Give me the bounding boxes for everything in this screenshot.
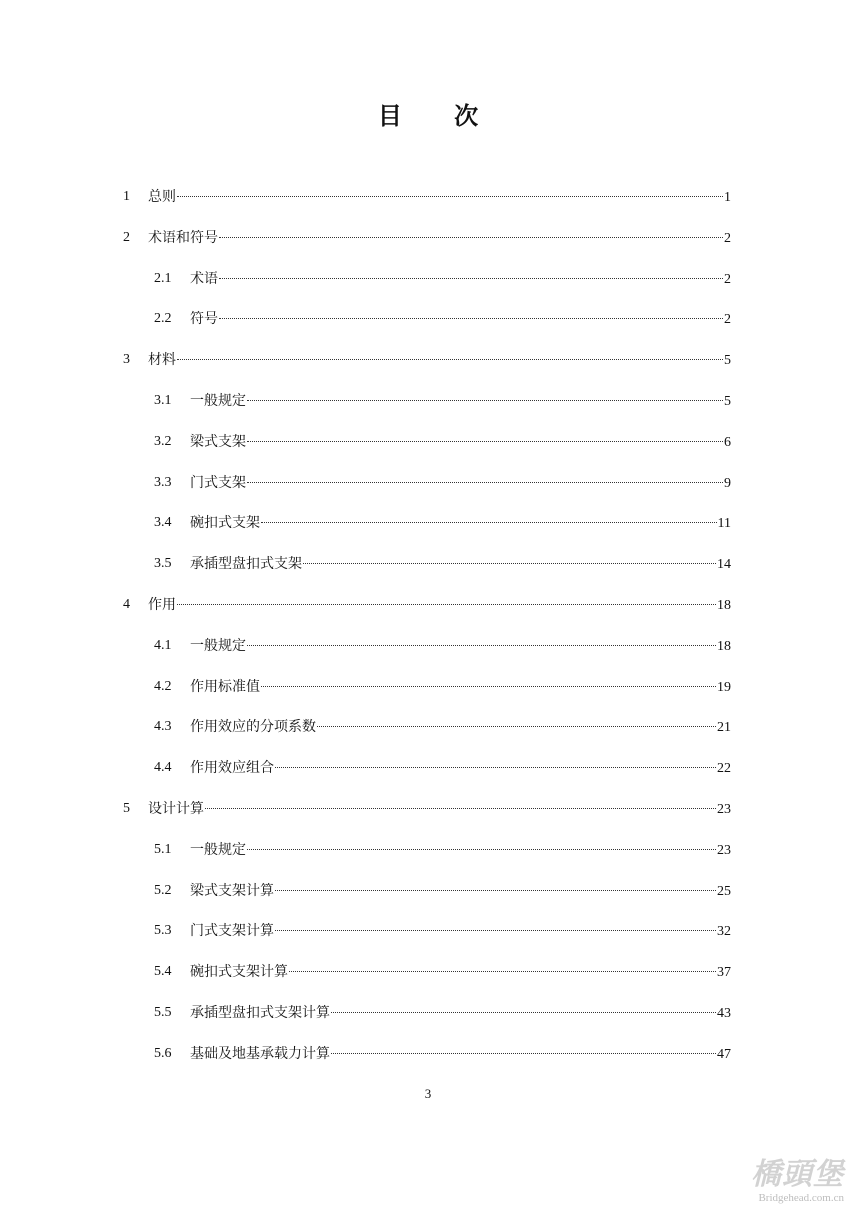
toc-entry-title: 一般规定 — [190, 842, 246, 858]
toc-entry[interactable] — [0, 471, 856, 495]
toc-entry-number: 3.5 — [154, 556, 172, 571]
toc-leader-dots — [247, 645, 716, 646]
toc-entry-page: 21 — [717, 720, 731, 735]
toc-leader-dots — [219, 318, 723, 319]
toc-entry[interactable] — [0, 960, 856, 984]
toc-entry[interactable] — [0, 430, 856, 454]
toc-entry-number: 4.3 — [154, 719, 172, 734]
toc-entry[interactable] — [0, 879, 856, 903]
toc-entry-number: 5.5 — [154, 1005, 172, 1020]
toc-entry-page: 19 — [717, 680, 731, 695]
toc-entry[interactable] — [0, 756, 856, 780]
toc-entry-title: 作用 — [148, 597, 176, 613]
toc-entry-page: 1 — [724, 190, 731, 205]
toc-leader-dots — [247, 441, 723, 442]
toc-entry[interactable] — [0, 675, 856, 699]
toc-entry-number: 5.6 — [154, 1046, 172, 1061]
toc-entry-page: 11 — [717, 516, 731, 531]
toc-entry-page: 25 — [717, 884, 731, 899]
toc-entry-title: 材料 — [148, 352, 176, 368]
toc-leader-dots — [205, 808, 716, 809]
toc-leader-dots — [261, 686, 716, 687]
toc-entry[interactable] — [0, 1042, 856, 1066]
toc-leader-dots — [331, 1012, 716, 1013]
watermark — [751, 1158, 844, 1204]
toc-entry-title: 承插型盘扣式支架 — [190, 556, 302, 572]
toc-leader-dots — [219, 237, 723, 238]
toc-leader-dots — [275, 890, 716, 891]
toc-leader-dots — [177, 196, 723, 197]
toc-entry-number: 4 — [123, 597, 130, 612]
toc-entry-number: 2 — [123, 230, 130, 245]
toc-entry-title: 设计计算 — [148, 801, 204, 817]
toc-entry-number: 4.2 — [154, 679, 172, 694]
toc-entry-number: 3.3 — [154, 475, 172, 490]
toc-entry-number: 2.2 — [154, 311, 172, 326]
toc-leader-dots — [247, 849, 716, 850]
toc-entry-title: 基础及地基承载力计算 — [190, 1046, 330, 1062]
toc-entry-number: 2.1 — [154, 271, 172, 286]
toc-entry[interactable] — [0, 267, 856, 291]
toc-entry-page: 9 — [724, 476, 731, 491]
toc-entry-number: 5.2 — [154, 883, 172, 898]
toc-leader-dots — [275, 767, 716, 768]
toc-entry-page: 18 — [717, 598, 731, 613]
toc-entry[interactable] — [0, 634, 856, 658]
toc-entry-number: 4.1 — [154, 638, 172, 653]
toc-entry-title: 符号 — [190, 311, 218, 327]
toc-entry[interactable] — [0, 797, 856, 821]
toc-entry[interactable] — [0, 511, 856, 535]
page-number: 3 — [424, 1086, 432, 1101]
toc-leader-dots — [177, 359, 723, 360]
page-title: 目 次 — [377, 102, 501, 130]
toc-entry[interactable] — [0, 389, 856, 413]
toc-entry-title: 门式支架 — [190, 475, 246, 491]
toc-entry-page: 2 — [724, 231, 731, 246]
toc-entry-page: 5 — [724, 394, 731, 409]
toc-entry-title: 一般规定 — [190, 393, 246, 409]
toc-entry-title: 梁式支架 — [190, 434, 246, 450]
toc-entry-page: 14 — [717, 557, 731, 572]
toc-leader-dots — [289, 971, 716, 972]
toc-entry-number: 1 — [123, 189, 130, 204]
toc-leader-dots — [247, 400, 723, 401]
toc-entry-title: 碗扣式支架 — [190, 515, 260, 531]
toc-leader-dots — [317, 726, 716, 727]
toc-entry-number: 5.3 — [154, 923, 172, 938]
watermark-logo: 橋頭堡 — [751, 1157, 844, 1192]
toc-entry[interactable] — [0, 715, 856, 739]
toc-entry-number: 3.2 — [154, 434, 172, 449]
toc-entry-title: 术语 — [190, 271, 218, 287]
toc-entry-page: 2 — [724, 312, 731, 327]
toc-leader-dots — [303, 563, 716, 564]
toc-leader-dots — [247, 482, 723, 483]
toc-entry-page: 32 — [717, 924, 731, 939]
toc-leader-dots — [331, 1053, 716, 1054]
toc-entry-page: 47 — [717, 1047, 731, 1062]
toc-entry[interactable] — [0, 307, 856, 331]
toc-entry-page: 23 — [717, 843, 731, 858]
toc-entry-number: 5.4 — [154, 964, 172, 979]
toc-leader-dots — [261, 522, 717, 523]
toc-entry-page: 23 — [717, 802, 731, 817]
toc-entry[interactable] — [0, 552, 856, 576]
toc-entry-title: 一般规定 — [190, 638, 246, 654]
toc-leader-dots — [177, 604, 716, 605]
toc-entry-number: 3.1 — [154, 393, 172, 408]
toc-entry[interactable] — [0, 919, 856, 943]
toc-entry-title: 承插型盘扣式支架计算 — [190, 1005, 330, 1021]
toc-entry-number: 5 — [123, 801, 130, 816]
toc-entry[interactable] — [0, 226, 856, 250]
toc-entry-number: 3 — [123, 352, 130, 367]
watermark-url: Bridgehead.com.cn — [758, 1192, 844, 1204]
toc-entry[interactable] — [0, 593, 856, 617]
toc-entry[interactable] — [0, 838, 856, 862]
toc-entry-page: 22 — [717, 761, 731, 776]
toc-entry-number: 4.4 — [154, 760, 172, 775]
toc-entry-page: 5 — [724, 353, 731, 368]
toc-entry-title: 梁式支架计算 — [190, 883, 274, 899]
toc-entry-title: 作用效应的分项系数 — [190, 719, 316, 735]
toc-entry-number: 3.4 — [154, 515, 172, 530]
toc-entry-title: 术语和符号 — [148, 230, 218, 246]
toc-entry-page: 2 — [724, 272, 731, 287]
toc-entry-page: 6 — [724, 435, 731, 450]
toc-entry-title: 作用效应组合 — [190, 760, 274, 776]
toc-entry-page: 43 — [717, 1006, 731, 1021]
toc-entry-page: 18 — [717, 639, 731, 654]
toc-entry-title: 总则 — [148, 189, 176, 205]
toc-entry[interactable] — [0, 1001, 856, 1025]
toc-leader-dots — [219, 278, 723, 279]
toc-entry-title: 作用标准值 — [190, 679, 260, 695]
toc-entry-title: 碗扣式支架计算 — [190, 964, 288, 980]
toc-entry-title: 门式支架计算 — [190, 923, 274, 939]
toc-entry[interactable] — [0, 185, 856, 209]
toc-entry-page: 37 — [717, 965, 731, 980]
toc-entry-number: 5.1 — [154, 842, 172, 857]
toc-entry[interactable] — [0, 348, 856, 372]
toc-leader-dots — [275, 930, 716, 931]
